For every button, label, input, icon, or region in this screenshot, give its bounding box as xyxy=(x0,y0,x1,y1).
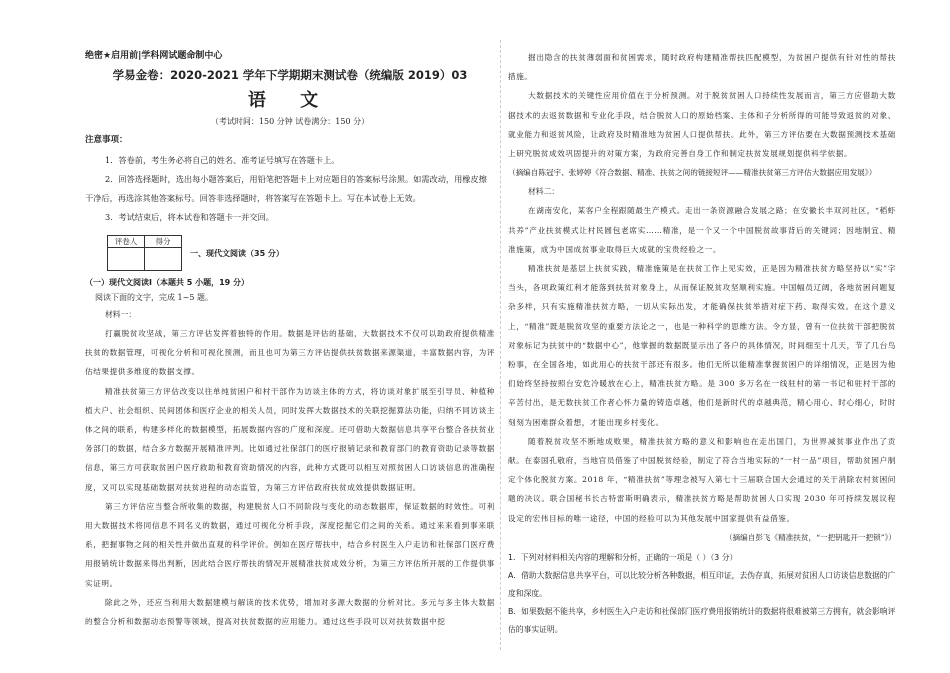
score-header-score: 得分 xyxy=(145,236,182,248)
exam-title: 学易金卷：2020-2021 学年下学期期末测试卷（统编版 2019）03 xyxy=(112,68,468,82)
notice-item: 3．考试结束后，将本试卷和答题卡一并交回。 xyxy=(105,212,274,222)
subject-title: 语 文 xyxy=(247,90,333,111)
notice-item: 1．答卷前，考生务必将自己的姓名、准考证号填写在答题卡上。 xyxy=(105,155,340,165)
sub-section-title: （一）现代文阅读Ⅰ（本题共 5 小题，19 分） xyxy=(85,278,250,287)
question-stem: 1．下列对材料相关内容的理解和分析，正确的一项是（ ）（3 分） xyxy=(508,553,738,563)
body-paragraph: 打赢脱贫攻坚战，第三方评估发挥着独特的作用。数据是评估的基础，大数据技术不仅可以助政府提供精准扶贫的数据管理，可视化分析和可视化预测，而且也可为第三方评估提供扶贫数据来源渠道，丰富数据内容，为评估结果提供多维度的数据支撑。 xyxy=(85,329,495,377)
body-paragraph: 精准扶贫第三方评估改变以往单纯贫困户和村干部作为访谈主体的方式，将访谈对象扩展至引导员、种植种植大户、社会组织、民间团体和医疗企业的相关人员，同时发挥大数据技术的关联挖掘算法功能，归纳不同访谈主体之间的联系，构建多样化的数据模型，拓展数据内容的广度和深度。还可借助大数据信息共享平台整合各扶贫业务部门的数据，结合多方数据开展精准评判。比如通过社保部门的医疗报销记录和教育部门的教育资助记录等数据信息，第三方可获取贫困户医疗救助和教育资助情况的内容，此种方式既可以相互对照贫困人口访谈信息的准确程度，又可以实现基础数据对扶贫进程的动态监管，为第三方评估政府扶贫成效提供数据证明。 xyxy=(85,386,495,492)
right-column xyxy=(508,48,896,639)
reading-instruction: 阅读下面的文字，完成 1~5 题。 xyxy=(95,293,213,302)
source-citation: （摘编自彭飞《精准扶贫，“一把钥匙开一把锁”》） xyxy=(724,532,896,542)
body-paragraph: 掘出隐含的扶贫薄弱面和贫困需求，随时政府构建精准帮扶匹配模型，为贫困户提供有针对性的帮扶措施。 xyxy=(508,53,896,82)
body-paragraph: 精准扶贫是基层上扶贫实践，精准施策是在扶贫工作上见实效，正是因为精准扶贫方略坚持以“实”字当头，各项政策红利才能落到扶贫对象身上，从而保证脱贫攻坚顺利实施。中国幅员辽阔，各地贫困问题复杂多样，只有实施精准扶贫方略，一切从实际出发，才能确保扶贫举措对症下药、取得实效。在这个意义上，“精准”既是脱贫攻坚的重要方法论之一，也是一种科学的思维方法。令方显，曾有一位扶贫干部把脱贫对象标记为扶贫中的“数据中心”，他掌握的数据既显示出了各户的具体情况，时间细至十几天，节了几台鸟粉事，在全国各地，如此用心的扶贫干部还有很多。他们无所以能精准掌握贫困户的详细情况，正是因为他们始终坚持按照台安危冷暖放在心上，精准扶贫方略。是 300 多万名在一线驻村的第一书记和驻村干部的辛苦付出，是无数扶贫工作者心怀力量的铸造卓越，他们是新时代的卓越典范，精心用心、时心细心，时时刻刻为困难群众着想，才能出现乡村变化。 xyxy=(508,264,896,427)
score-table xyxy=(107,235,182,271)
score-header-grader: 评卷人 xyxy=(108,236,145,248)
body-paragraph: 大数据技术的关键性应用价值在于分析预测。对于脱贫贫困人口持续性发展而言，第三方应借助大数据技术的去返贫数据和专业化手段，结合脱贫人口的原始档案、主体和子分析所得的可能导致返贫的对象、就业能力和返贫风险，让政府及时精准地为贫困人口提供帮扶。此外，第三方评估要在大数据预测技术基础上研究脱贫成效巩固提升的对策方案，为政府完善自身工作和制定扶贫发展规划提供科学依据。 xyxy=(508,91,896,159)
body-paragraph: 在湖南安化，某客户全程跟随最生产模式。走出一条资源融合发展之路；在安徽长丰双河社区，“稻虾共养”产业扶贫模式让村民圆包老席实……精准，是一个又一个中国脱贫故事背后的关键词；因地制宜、精准施策，成为中国成贫事业取得巨大成就的宝贵经验之一。 xyxy=(508,206,896,254)
column-divider xyxy=(500,40,501,650)
left-column xyxy=(85,48,495,631)
notice-item: 2．回答选择题时，选出每小题答案后，用铅笔把答题卡上对应题目的答案标号涂黑。如需改动，用橡皮擦干净后，再选涂其他答案标号。回答非选择题时，将答案写在答题卡上。写在本试卷上无效。 xyxy=(85,174,487,203)
score-block xyxy=(107,235,495,271)
exam-meta: （考试时间：150 分钟 试卷满分：150 分） xyxy=(210,117,370,126)
material-label: 材料一： xyxy=(105,310,137,319)
body-paragraph: 除此之外，还应当利用大数据建模与解读的技术优势，增加对多源大数据的分析对比。多元与多主体大数据的整合分析和数据动态预警等领域，提高对扶贫数据的应用能力。通过这些手段可以对扶贫数据中挖 xyxy=(85,597,495,627)
score-cell-grader xyxy=(108,248,145,271)
confidential-note: 绝密★启用前|学科网试题命制中心 xyxy=(85,51,223,61)
material-label: 材料二： xyxy=(528,187,560,197)
notice-heading: 注意事项： xyxy=(85,135,128,145)
section-title: 一、现代文阅读（35 分） xyxy=(190,248,284,258)
score-cell-score xyxy=(145,248,182,271)
body-paragraph: 随着脱贫攻坚不断地成败果，精准扶贫方略的意义和影响也在走出国门，为世界减贫事业作出了贡献。在泰国孔敬府，当地官员借鉴了中国脱贫经验，制定了符合当地实际的“一村一品”项目，帮助贫困户制定个体化脱贫方案。2018 年，“精准扶贫”等理念被写入第七十三届联合国大会通过的关于消除农村贫困问题的决议。联合国秘书长古特雷斯明确表示，精准扶贫方略是帮助贫困人口实现 2030 年可持续发展议程设定的宏伟目标的唯一途径，中国的经验可以为其他发展中国家提供有益借鉴。 xyxy=(508,436,896,523)
body-paragraph: 第三方评估应当整合所收集的数据，构建脱贫人口不同阶段与变化的动态数据库，保证数据的时效性。可利用大数据技术将同信息不同名义的数据，通过可视化分析手段，深度挖掘它们之间的关系。通过来来看到事来联系，把握事物之间的相关性并做出直观的科学评价。例如在医疗帮扶中，结合乡村医生入户走访和社保部门医疗费用报销统计数据来得出判断，因此结合医疗帮扶的情况开展精准扶贫成效分析，为第三方评估所开展的工作提供事实证明。 xyxy=(85,501,495,588)
question-option: B．如果数据不能共享，乡村医生入户走访和社保部门医疗费用报销统计的数据将很难被第三方拥有，就会影响评估的事实证明。 xyxy=(508,607,896,635)
source-citation: （摘编自陈冠宇、张婷婷《符合数据、精准、扶贫之间的链接短评——精准扶贫第三方评估大数据应用发展》） xyxy=(508,168,877,178)
question-option: A．借助大数据信息共享平台，可以比较分析各种数据，相互印证，去伪存真，拓展对贫困人口访谈信息数据的广度和深度。 xyxy=(508,571,896,599)
